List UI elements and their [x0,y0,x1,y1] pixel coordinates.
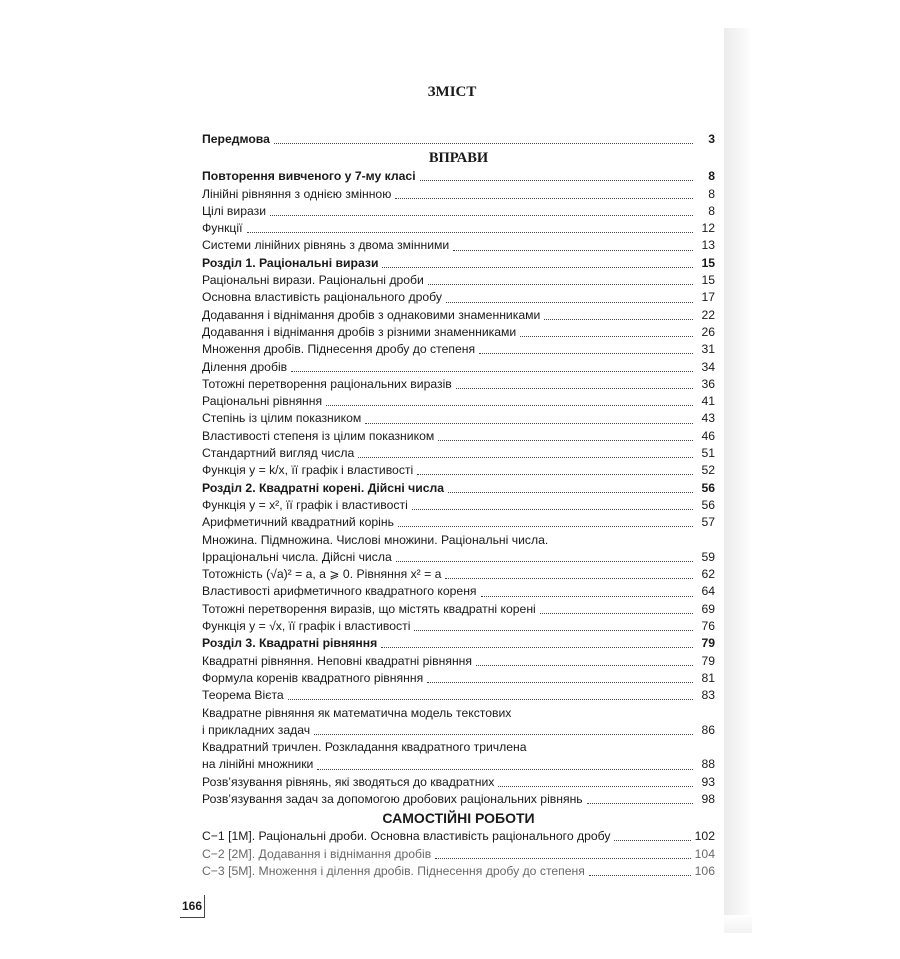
toc-entry-page: 81 [701,670,715,685]
toc-entry-title: Властивості арифметичного квадратного кореня [202,584,477,599]
toc-entry-title: Додавання і віднімання дробів з різними знаменниками [202,324,517,339]
toc-entry-page: 36 [701,376,715,391]
toc-entry-page: 98 [701,791,715,806]
toc-entry-page: 12 [701,221,715,236]
toc-entry[interactable] [202,186,715,203]
toc-entry-title: Розв’язування рівнянь, які зводяться до квадратних [202,774,495,789]
toc-entry-title: Квадратні рівняння. Неповні квадратні рівняння [202,653,473,668]
toc-entry[interactable] [202,393,715,410]
toc-entry-title: Лінійні рівняння з однією змінною [202,186,392,201]
toc-entry-title: Системи лінійних рівнянь з двома змінними [202,238,450,253]
toc-leader-dots [270,215,693,216]
toc-entry[interactable] [202,445,715,462]
toc-leader-dots [427,682,693,683]
toc-entry-page: 64 [701,584,715,599]
toc-leader-dots [381,647,693,648]
toc-leader-dots [291,371,693,372]
toc-entry-page: 17 [701,290,715,305]
toc-entry[interactable] [202,618,715,635]
toc-entry-title: Функція y = x², її графік і властивості [202,497,408,512]
toc-entry-page: 8 [708,186,715,201]
toc-entry-title: Тотожність (√a)² = a, a ⩾ 0. Рівняння x² = a [202,567,442,582]
toc-entry-title: С−3 [5М]. Множення і ділення дробів. Піднесення дробу до степеня [202,863,585,878]
toc-entry-page: 69 [701,601,715,616]
toc-entry[interactable] [202,168,715,185]
toc-leader-dots [456,388,693,389]
toc-entry[interactable] [202,237,715,254]
toc-entry[interactable] [202,846,715,863]
toc-entry-title: С−1 [1М]. Раціональні дроби. Основна властивість раціонального дробу [202,829,611,844]
page-title: ЗМІСТ [427,84,477,100]
book-page [180,28,724,933]
toc-leader-dots [417,474,693,475]
toc-entry[interactable] [202,428,715,445]
toc-entry-page: 83 [701,688,715,703]
toc-leader-dots [358,457,693,458]
toc-entry-page: 62 [701,567,715,582]
toc-entry-title: Стандартний вигляд числа [202,446,355,461]
toc-entry-page: 79 [701,636,715,651]
toc-entry-page: 52 [701,463,715,478]
toc-entry-title: Тотожні перетворення раціональних виразів [202,376,452,391]
toc-entry-title: на лінійні множники [202,757,314,772]
toc-entry-page: 3 [708,132,715,146]
toc-entry-title: Розділ 3. Квадратні рівняння [202,636,378,651]
toc-entry-page: 15 [701,273,715,288]
toc-leader-dots [247,232,694,233]
toc-leader-dots [435,858,690,859]
toc-entry[interactable] [202,480,715,497]
toc-entry[interactable] [202,670,715,687]
toc-leader-dots [544,319,693,320]
toc-entry-title: Розділ 2. Квадратні корені. Дійсні числа [202,480,445,495]
toc-leader-dots [540,613,693,614]
toc-entry-page: 8 [708,203,715,218]
toc-entry-page: 56 [701,497,715,512]
toc-leader-dots [412,509,693,510]
toc-entry-page: 13 [701,238,715,253]
toc-entry-page: 15 [701,255,715,270]
toc-entry[interactable] [202,635,715,652]
toc-leader-dots [445,578,693,579]
toc-entry-title: Основна властивість раціонального дробу [202,290,442,305]
toc-entry[interactable] [202,601,715,618]
toc-leader-dots [476,665,693,666]
toc-entry-page: 8 [708,169,715,184]
toc-entry-page: 79 [701,653,715,668]
toc-leader-dots [317,769,693,770]
toc-entry-title: Теорема Вієта [202,688,284,703]
toc-leader-dots [520,336,693,337]
toc-entry-page: 43 [701,411,715,426]
toc-entry[interactable] [202,131,715,148]
toc-entry-page: 57 [701,515,715,530]
toc-entry[interactable] [202,756,715,773]
toc-leader-dots [288,699,693,700]
toc-leader-dots [365,423,693,424]
toc-entry-continuation: Квадратний тричлен. Розкладання квадратного тричлена [202,740,527,755]
toc-entry[interactable] [202,828,715,845]
toc-entry-title: Ділення дробів [202,359,288,374]
toc-entry-page: 106 [694,863,715,878]
toc-section-heading: ВПРАВИ [428,150,489,167]
toc-leader-dots [498,786,693,787]
toc-entry-title: Функція y = √x, її графік і властивості [202,619,411,634]
toc-entry[interactable] [202,863,715,880]
toc-leader-dots [453,250,693,251]
toc-entry-page: 51 [701,446,715,461]
toc-entry-title: Передмова [202,132,270,146]
toc-entry-continuation: Квадратне рівняння як математична модель текстових [202,705,512,720]
toc-entry[interactable] [202,341,715,358]
toc-entry-page: 86 [701,722,715,737]
toc-entry-title: Функції [202,221,243,236]
toc-entry-page: 31 [701,342,715,357]
toc-entry-continuation: Множина. Підмножина. Числові множини. Раціональні числа. [202,532,549,547]
toc-entry[interactable] [202,653,715,670]
toc-entry-title: Раціональні рівняння [202,394,323,409]
toc-entry[interactable] [202,497,715,514]
toc-entry[interactable] [202,549,715,566]
toc-leader-dots [382,267,693,268]
toc-entry[interactable] [202,583,715,600]
toc-leader-dots [481,596,693,597]
toc-leader-dots [314,734,693,735]
toc-entry-page: 22 [701,307,715,322]
toc-leader-dots [614,840,690,841]
toc-entry-page: 59 [701,549,715,564]
toc-leader-dots [274,143,693,144]
toc-entry[interactable] [202,791,715,808]
toc-entry-page: 56 [701,480,715,495]
toc-entry[interactable] [202,462,715,479]
toc-entry[interactable] [202,514,715,531]
toc-entry-title: Арифметичний квадратний корінь [202,515,394,530]
toc-leader-dots [420,180,693,181]
toc-entry-title: Властивості степеня із цілим показником [202,428,435,443]
toc-entry-title: і прикладних задач [202,722,311,737]
toc-entry[interactable] [202,307,715,324]
toc-entry-title: Додавання і віднімання дробів з однаковими знаменниками [202,307,541,322]
toc-entry[interactable] [202,289,715,306]
toc-entry-title: Формула коренів квадратного рівняння [202,670,424,685]
toc-entry-page: 102 [694,829,715,844]
toc-entry[interactable] [202,359,715,376]
toc-entry-title: Тотожні перетворення виразів, що містять квадратні корені [202,601,536,616]
toc-leader-dots [398,526,693,527]
table-of-contents [202,131,715,880]
toc-leader-dots [479,353,693,354]
toc-entry[interactable] [202,722,715,739]
toc-entry-page: 46 [701,428,715,443]
toc-entry[interactable] [202,220,715,237]
toc-entry-title: Функція y = k/x, її графік і властивості [202,463,414,478]
toc-leader-dots [438,440,693,441]
toc-entry[interactable] [202,774,715,791]
toc-entry[interactable] [202,376,715,393]
toc-entry-page: 26 [701,324,715,339]
toc-leader-dots [395,198,693,199]
toc-entry-title: Множення дробів. Піднесення дробу до степеня [202,342,476,357]
toc-leader-dots [396,561,693,562]
toc-leader-dots [448,492,693,493]
toc-leader-dots [414,630,693,631]
toc-entry-page: 34 [701,359,715,374]
toc-leader-dots [326,405,693,406]
toc-entry-page: 93 [701,774,715,789]
toc-entry-title: Розділ 1. Раціональні вирази [202,255,379,270]
toc-entry-page: 76 [701,619,715,634]
toc-entry[interactable] [202,687,715,704]
toc-entry[interactable] [202,566,715,583]
toc-entry[interactable] [202,324,715,341]
toc-entry-page: 88 [701,757,715,772]
toc-entry-title: Цілі вирази [202,203,267,218]
toc-leader-dots [589,875,691,876]
toc-entry-page: 104 [694,846,715,861]
toc-entry-title: Розв’язування задач за допомогою дробових раціональних рівнянь [202,791,583,806]
toc-entry-title: Ірраціональні числа. Дійсні числа [202,549,392,564]
toc-entry-title: С−2 [2М]. Додавання і віднімання дробів [202,846,432,861]
page-edge-shadow [724,28,752,933]
toc-leader-dots [587,803,693,804]
page-number: 166 [180,895,205,918]
toc-entry-title: Повторення вивченого у 7-му класі [202,169,416,184]
toc-entry-page: 41 [701,394,715,409]
toc-entry[interactable] [202,203,715,220]
toc-leader-dots [446,302,693,303]
toc-leader-dots [428,284,693,285]
toc-entry[interactable] [202,255,715,272]
toc-entry[interactable] [202,410,715,427]
toc-entry[interactable] [202,272,715,289]
toc-section-heading: САМОСТІЙНІ РОБОТИ [382,810,535,827]
toc-entry-title: Раціональні вирази. Раціональні дроби [202,273,424,288]
toc-entry-title: Степінь із цілим показником [202,411,362,426]
